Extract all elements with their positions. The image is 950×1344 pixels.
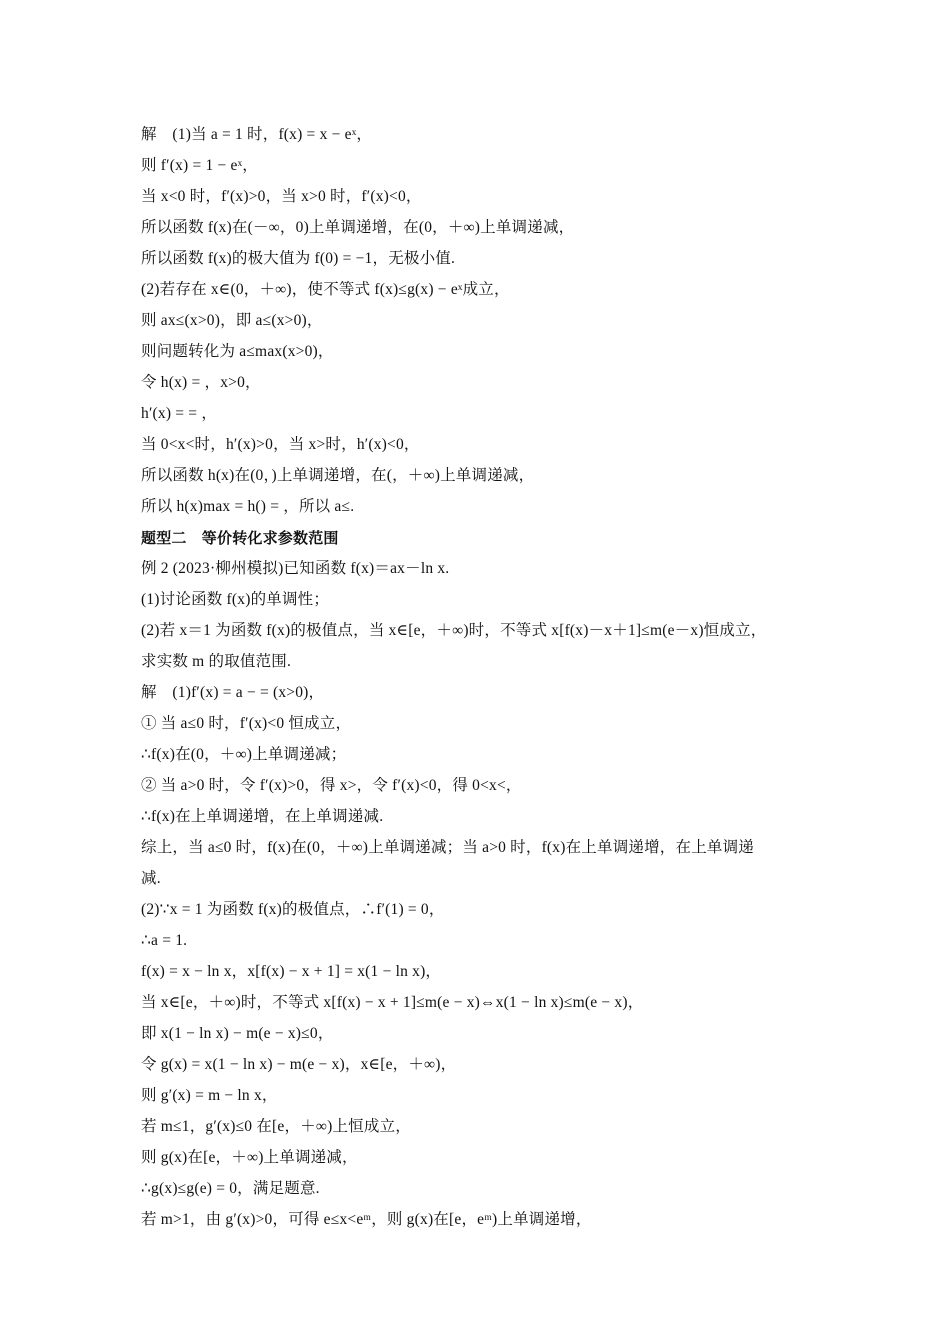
solution-2-line-3: 则问题转化为 a≤max(x>0)， bbox=[141, 343, 334, 360]
solution-2-line-8: 所以 h(x)max = h() = ，所以 a≤. bbox=[141, 498, 355, 515]
example-2-solution-line-3: ∴f(x)在(0，＋∞)上单调递减； bbox=[141, 746, 347, 763]
example-2-solution-line-11: 当 x∈[e，＋∞)时，不等式 x[f(x) − x + 1]≤m(e − x)⇔x(1 − ln x)≤m(e − x)， bbox=[141, 994, 644, 1011]
solution-1-line-2: 则 f′(x) = 1 − eˣ， bbox=[141, 157, 258, 174]
solution-2-line-4: 令 h(x) = ，x>0， bbox=[141, 374, 261, 391]
solution-2-line-2: 则 ax≤(x>0)，即 a≤(x>0)， bbox=[141, 312, 323, 329]
example-2-part-2: (2)若 x＝1 为函数 f(x)的极值点，当 x∈[e，＋∞)时，不等式 x[f(x)－x＋1]≤m(e－x)恒成立， bbox=[141, 622, 767, 639]
example-2-solution-line-5: ∴f(x)在上单调递增，在上单调递减. bbox=[141, 808, 384, 825]
example-2-solution-line-16: 则 g(x)在[e，＋∞)上单调递减， bbox=[141, 1149, 358, 1166]
example-2-statement: 例 2 (2023·柳州模拟)已知函数 f(x)＝ax－ln x. bbox=[141, 560, 450, 577]
example-2-solution-line-12: 即 x(1 − ln x) − m(e − x)≤0， bbox=[141, 1025, 334, 1042]
example-2-solution-line-17: ∴g(x)≤g(e) = 0，满足题意. bbox=[141, 1180, 320, 1197]
example-2-solution-line-4: ② 当 a>0 时，令 f′(x)>0，得 x>，令 f′(x)<0，得 0<x<， bbox=[141, 777, 522, 794]
solution-2-line-6: 当 0<x<时，h′(x)>0，当 x>时，h′(x)<0， bbox=[141, 436, 420, 453]
solution-1-line-5: 所以函数 f(x)的极大值为 f(0) = −1，无极小值. bbox=[141, 250, 456, 267]
solution-2-line-7: 所以函数 h(x)在(0，)上单调递增，在(，＋∞)上单调递减， bbox=[141, 467, 535, 484]
solution-2-line-5: h′(x) = = ， bbox=[141, 405, 218, 422]
example-2-solution-line-1: 解 (1)f′(x) = a − = (x>0)， bbox=[141, 684, 325, 701]
example-2-solution-line-8: (2)∵x = 1 为函数 f(x)的极值点，∴f′(1) = 0， bbox=[141, 901, 445, 918]
example-2-solution-line-7: 减. bbox=[141, 870, 161, 887]
example-2-solution-line-2: ① 当 a≤0 时，f′(x)<0 恒成立， bbox=[141, 715, 352, 732]
solution-1-line-4: 所以函数 f(x)在(－∞，0)上单调递增，在(0，＋∞)上单调递减， bbox=[141, 219, 575, 236]
example-2-solution-line-18: 若 m>1，由 g′(x)>0，可得 e≤x<eᵐ，则 g(x)在[e，eᵐ)上单调递增， bbox=[141, 1211, 592, 1228]
section-heading: 题型二 等价转化求参数范围 bbox=[141, 529, 339, 547]
example-2-part-2-cont: 求实数 m 的取值范围. bbox=[141, 653, 292, 670]
example-2-solution-line-6: 综上，当 a≤0 时，f(x)在(0，＋∞)上单调递减；当 a>0 时，f(x)在上单调递增，在上单调递 bbox=[141, 839, 755, 856]
solution-1-line-1: 解 (1)当 a = 1 时，f(x) = x − eˣ， bbox=[141, 126, 373, 143]
example-2-solution-line-9: ∴a = 1. bbox=[141, 932, 188, 949]
example-2-part-1: (1)讨论函数 f(x)的单调性； bbox=[141, 591, 330, 608]
solution-1-line-3: 当 x<0 时，f′(x)>0，当 x>0 时，f′(x)<0， bbox=[141, 188, 422, 205]
example-2-solution-line-10: f(x) = x − ln x，x[f(x) − x + 1] = x(1 − ln x)， bbox=[141, 963, 442, 980]
solution-2-line-1: (2)若存在 x∈(0，＋∞)，使不等式 f(x)≤g(x) − eˣ成立， bbox=[141, 281, 510, 298]
example-2-solution-line-15: 若 m≤1，g′(x)≤0 在[e，＋∞)上恒成立， bbox=[141, 1118, 411, 1135]
example-2-solution-line-13: 令 g(x) = x(1 − ln x) − m(e − x)，x∈[e，＋∞)， bbox=[141, 1056, 457, 1073]
example-2-solution-line-14: 则 g′(x) = m − ln x， bbox=[141, 1087, 278, 1104]
